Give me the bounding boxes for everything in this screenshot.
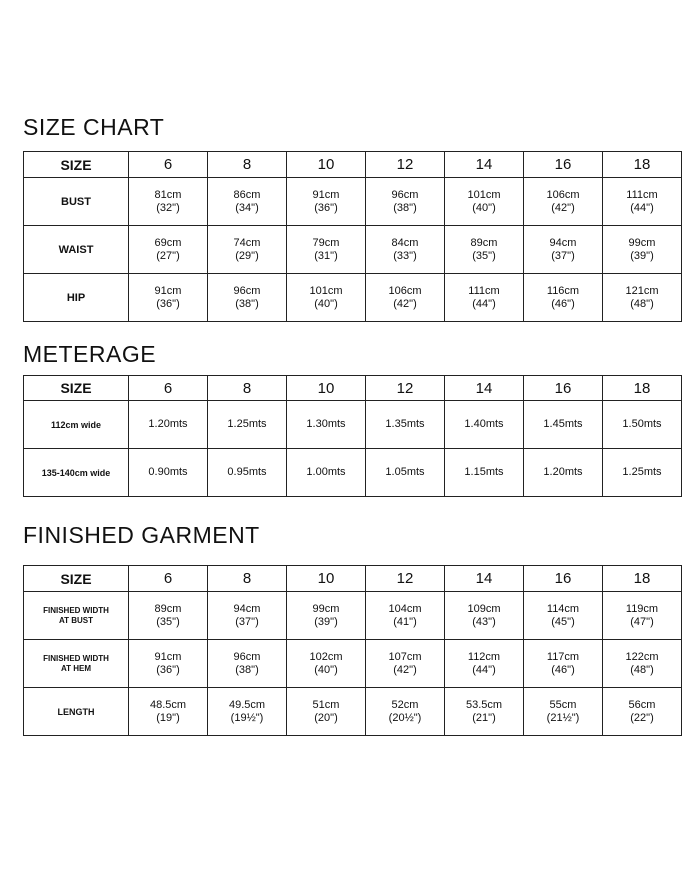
- imperial-value: (32"): [156, 201, 180, 214]
- value-cell: [129, 401, 208, 449]
- imperial-value: (37"): [551, 249, 575, 262]
- imperial-value: (43"): [472, 615, 496, 628]
- metric-value: 56cm: [628, 698, 656, 711]
- value-cell: [208, 274, 287, 322]
- size-header-10: 10: [287, 152, 366, 178]
- size-header-8: 8: [208, 376, 287, 401]
- header-row: [24, 152, 682, 178]
- metric-value: 52cm: [391, 698, 419, 711]
- finished-garment-title: FINISHED GARMENT: [23, 522, 260, 548]
- size-header-16: 16: [524, 566, 603, 592]
- imperial-value: (19"): [156, 711, 180, 724]
- imperial-value: (40"): [472, 201, 496, 214]
- value-cell: [445, 274, 524, 322]
- imperial-value: (44"): [472, 297, 496, 310]
- value-cell: [208, 449, 287, 497]
- metric-value: 1.50mts: [622, 418, 662, 430]
- finished-garment-table: [23, 565, 682, 736]
- size-header-6: 6: [129, 152, 208, 178]
- imperial-value: (48"): [630, 663, 654, 676]
- imperial-value: (42"): [551, 201, 575, 214]
- value-cell: [129, 178, 208, 226]
- metric-value: 1.00mts: [306, 466, 346, 478]
- value-cell: [603, 592, 682, 640]
- value-cell: [603, 640, 682, 688]
- value-cell: [445, 592, 524, 640]
- metric-value: 49.5cm: [228, 698, 266, 711]
- metric-value: 119cm: [625, 602, 659, 615]
- imperial-value: (42"): [393, 663, 417, 676]
- value-cell: [603, 688, 682, 736]
- metric-value: 122cm: [625, 650, 659, 663]
- value-cell: [603, 449, 682, 497]
- imperial-value: (48"): [630, 297, 654, 310]
- value-cell: [287, 178, 366, 226]
- metric-value: 74cm: [233, 236, 261, 249]
- value-cell: [366, 640, 445, 688]
- value-cell: [445, 688, 524, 736]
- value-cell: [208, 688, 287, 736]
- metric-value: 1.30mts: [306, 418, 346, 430]
- value-cell: [366, 401, 445, 449]
- metric-value: 51cm: [312, 698, 340, 711]
- table-row: [24, 688, 682, 736]
- imperial-value: (36"): [156, 663, 180, 676]
- row-label: HIP: [24, 274, 129, 322]
- value-cell: [603, 274, 682, 322]
- metric-value: 101cm: [309, 284, 343, 297]
- imperial-value: (44"): [472, 663, 496, 676]
- value-cell: [445, 401, 524, 449]
- header-row: [24, 376, 682, 401]
- size-header-16: 16: [524, 152, 603, 178]
- value-cell: [287, 274, 366, 322]
- metric-value: 1.05mts: [385, 466, 425, 478]
- size-chart-table: [23, 151, 682, 322]
- row-label: BUST: [24, 178, 129, 226]
- metric-value: 48.5cm: [149, 698, 187, 711]
- value-cell: [129, 688, 208, 736]
- metric-value: 1.25mts: [227, 418, 267, 430]
- value-cell: [366, 688, 445, 736]
- value-cell: [445, 640, 524, 688]
- metric-value: 107cm: [388, 650, 422, 663]
- value-cell: [208, 401, 287, 449]
- value-cell: [524, 449, 603, 497]
- value-cell: [603, 226, 682, 274]
- size-header-12: 12: [366, 566, 445, 592]
- imperial-value: (29"): [235, 249, 259, 262]
- value-cell: [287, 449, 366, 497]
- imperial-value: (47"): [630, 615, 654, 628]
- value-cell: [366, 592, 445, 640]
- size-header-12: 12: [366, 152, 445, 178]
- value-cell: [524, 178, 603, 226]
- value-cell: [445, 178, 524, 226]
- metric-value: 1.20mts: [148, 418, 188, 430]
- metric-value: 53.5cm: [465, 698, 503, 711]
- value-cell: [208, 640, 287, 688]
- value-cell: [445, 226, 524, 274]
- imperial-value: (33"): [393, 249, 417, 262]
- table-row: [24, 178, 682, 226]
- row-label: 112cm wide: [24, 401, 129, 449]
- size-chart-title: SIZE CHART: [23, 114, 165, 140]
- value-cell: [129, 640, 208, 688]
- imperial-value: (20½"): [388, 711, 422, 724]
- table-row: [24, 592, 682, 640]
- imperial-value: (38"): [393, 201, 417, 214]
- imperial-value: (20"): [314, 711, 338, 724]
- row-label: [24, 640, 129, 688]
- metric-value: 1.25mts: [622, 466, 662, 478]
- value-cell: [287, 688, 366, 736]
- metric-value: 1.35mts: [385, 418, 425, 430]
- imperial-value: (40"): [314, 663, 338, 676]
- metric-value: 89cm: [470, 236, 498, 249]
- metric-value: 96cm: [233, 650, 261, 663]
- value-cell: [129, 592, 208, 640]
- size-header-16: 16: [524, 376, 603, 401]
- value-cell: [287, 640, 366, 688]
- metric-value: 117cm: [546, 650, 580, 663]
- imperial-value: (41"): [393, 615, 417, 628]
- imperial-value: (21½"): [546, 711, 580, 724]
- value-cell: [524, 640, 603, 688]
- value-cell: [524, 688, 603, 736]
- imperial-value: (42"): [393, 297, 417, 310]
- size-header-label: SIZE: [24, 376, 129, 401]
- metric-value: 116cm: [546, 284, 580, 297]
- value-cell: [129, 274, 208, 322]
- metric-value: 111cm: [626, 188, 658, 201]
- table-row: [24, 449, 682, 497]
- row-label-line: FINISHED WIDTH: [43, 605, 109, 615]
- size-header-14: 14: [445, 566, 524, 592]
- metric-value: 79cm: [312, 236, 340, 249]
- value-cell: [129, 449, 208, 497]
- size-header-6: 6: [129, 566, 208, 592]
- value-cell: [524, 226, 603, 274]
- value-cell: [366, 226, 445, 274]
- row-label: WAIST: [24, 226, 129, 274]
- value-cell: [366, 274, 445, 322]
- metric-value: 121cm: [625, 284, 659, 297]
- imperial-value: (38"): [235, 297, 259, 310]
- metric-value: 112cm: [467, 650, 501, 663]
- imperial-value: (35"): [472, 249, 496, 262]
- metric-value: 1.40mts: [464, 418, 504, 430]
- imperial-value: (39"): [630, 249, 654, 262]
- imperial-value: (35"): [156, 615, 180, 628]
- metric-value: 111cm: [468, 284, 500, 297]
- metric-value: 1.15mts: [464, 466, 504, 478]
- size-header-14: 14: [445, 376, 524, 401]
- metric-value: 91cm: [312, 188, 340, 201]
- imperial-value: (36"): [156, 297, 180, 310]
- table-row: [24, 640, 682, 688]
- size-header-12: 12: [366, 376, 445, 401]
- imperial-value: (45"): [551, 615, 575, 628]
- row-label: 135-140cm wide: [24, 449, 129, 497]
- imperial-value: (39"): [314, 615, 338, 628]
- metric-value: 69cm: [154, 236, 182, 249]
- metric-value: 106cm: [546, 188, 580, 201]
- table-row: [24, 401, 682, 449]
- imperial-value: (31"): [314, 249, 338, 262]
- value-cell: [287, 401, 366, 449]
- size-header-label: SIZE: [24, 566, 129, 592]
- metric-value: 84cm: [391, 236, 419, 249]
- row-label-line: FINISHED WIDTH: [43, 653, 109, 663]
- metric-value: 109cm: [467, 602, 501, 615]
- metric-value: 99cm: [312, 602, 340, 615]
- value-cell: [129, 226, 208, 274]
- value-cell: [366, 449, 445, 497]
- imperial-value: (34"): [235, 201, 259, 214]
- metric-value: 1.45mts: [543, 418, 583, 430]
- size-header-14: 14: [445, 152, 524, 178]
- size-header-8: 8: [208, 152, 287, 178]
- imperial-value: (27"): [156, 249, 180, 262]
- value-cell: [524, 274, 603, 322]
- imperial-value: (36"): [314, 201, 338, 214]
- imperial-value: (38"): [235, 663, 259, 676]
- metric-value: 91cm: [154, 650, 182, 663]
- value-cell: [208, 592, 287, 640]
- metric-value: 101cm: [467, 188, 501, 201]
- value-cell: [208, 226, 287, 274]
- metric-value: 0.90mts: [148, 466, 188, 478]
- metric-value: 99cm: [628, 236, 656, 249]
- metric-value: 94cm: [549, 236, 577, 249]
- row-label: [24, 688, 129, 736]
- value-cell: [603, 401, 682, 449]
- metric-value: 86cm: [233, 188, 261, 201]
- value-cell: [445, 449, 524, 497]
- metric-value: 104cm: [388, 602, 422, 615]
- row-label-line: AT HEM: [60, 663, 92, 673]
- row-label-line: AT BUST: [58, 615, 94, 625]
- size-header-18: 18: [603, 566, 682, 592]
- imperial-value: (44"): [630, 201, 654, 214]
- value-cell: [524, 592, 603, 640]
- row-label-line: LENGTH: [57, 706, 95, 717]
- size-header-10: 10: [287, 376, 366, 401]
- metric-value: 89cm: [154, 602, 182, 615]
- metric-value: 1.20mts: [543, 466, 583, 478]
- meterage-title: METERAGE: [23, 341, 157, 367]
- metric-value: 106cm: [388, 284, 422, 297]
- imperial-value: (37"): [235, 615, 259, 628]
- metric-value: 94cm: [233, 602, 261, 615]
- row-label: [24, 592, 129, 640]
- size-header-6: 6: [129, 376, 208, 401]
- size-header-10: 10: [287, 566, 366, 592]
- size-header-8: 8: [208, 566, 287, 592]
- metric-value: 102cm: [309, 650, 343, 663]
- value-cell: [524, 401, 603, 449]
- metric-value: 81cm: [154, 188, 182, 201]
- imperial-value: (46"): [551, 663, 575, 676]
- metric-value: 96cm: [391, 188, 419, 201]
- imperial-value: (19½"): [230, 711, 264, 724]
- metric-value: 0.95mts: [227, 466, 267, 478]
- value-cell: [366, 178, 445, 226]
- table-row: [24, 226, 682, 274]
- imperial-value: (46"): [551, 297, 575, 310]
- metric-value: 114cm: [546, 602, 580, 615]
- metric-value: 96cm: [233, 284, 261, 297]
- metric-value: 91cm: [154, 284, 182, 297]
- value-cell: [287, 592, 366, 640]
- imperial-value: (21"): [472, 711, 496, 724]
- size-header-18: 18: [603, 376, 682, 401]
- imperial-value: (22"): [630, 711, 654, 724]
- header-row: [24, 566, 682, 592]
- value-cell: [603, 178, 682, 226]
- imperial-value: (40"): [314, 297, 338, 310]
- size-header-18: 18: [603, 152, 682, 178]
- size-header-label: SIZE: [24, 152, 129, 178]
- metric-value: 55cm: [549, 698, 577, 711]
- value-cell: [287, 226, 366, 274]
- value-cell: [208, 178, 287, 226]
- table-row: [24, 274, 682, 322]
- meterage-table: [23, 375, 682, 497]
